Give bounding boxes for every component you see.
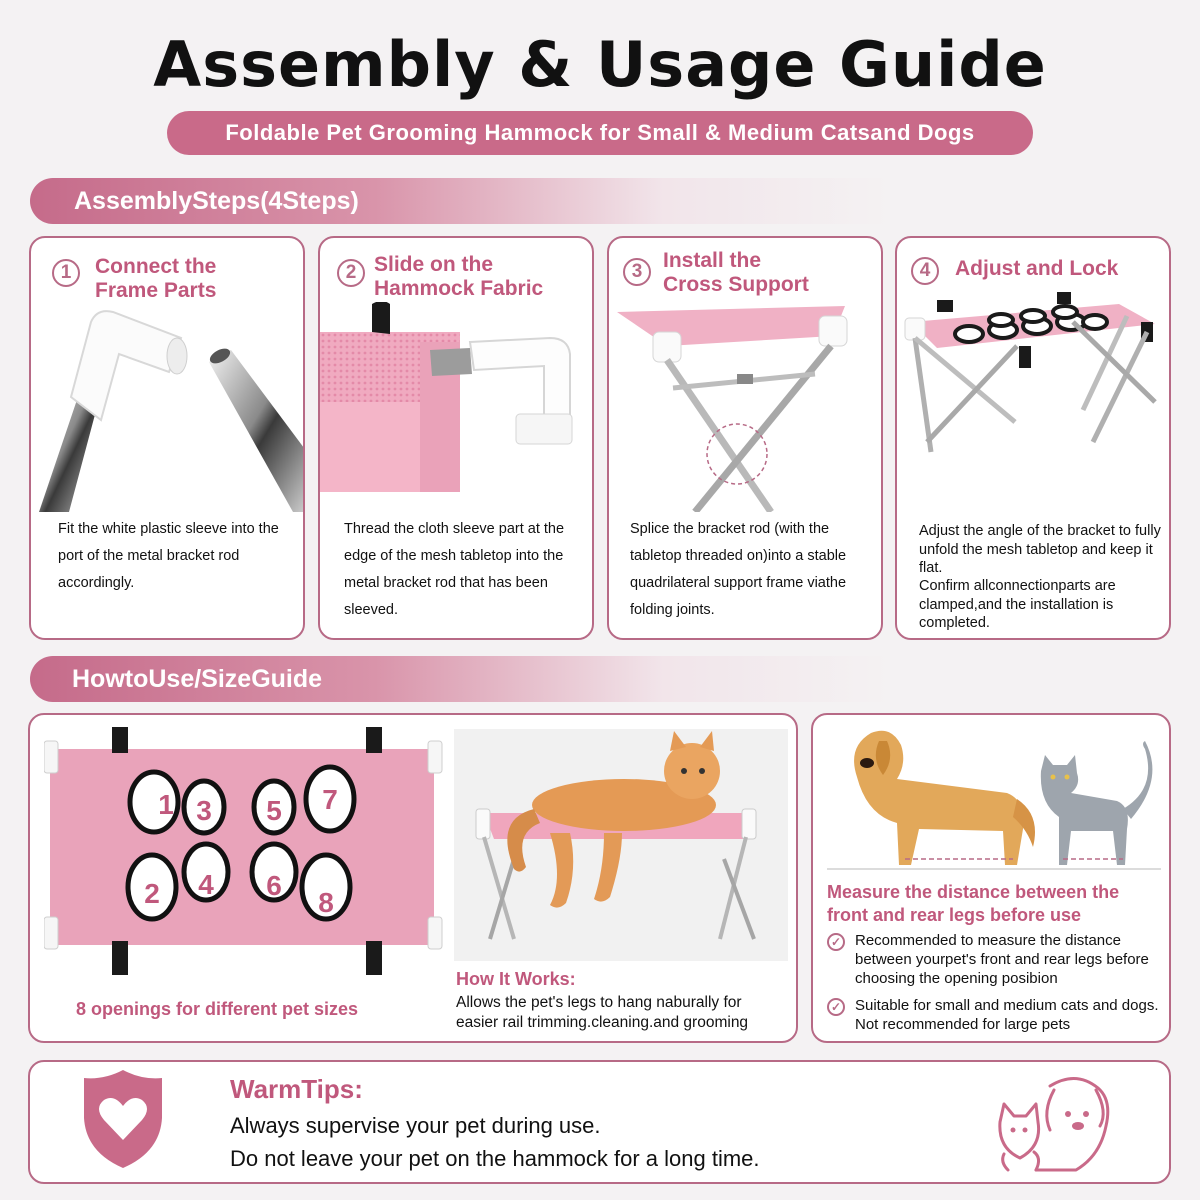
step-title xyxy=(374,253,543,301)
step-number-icon: 1 xyxy=(52,259,80,287)
subtitle-text: Foldable Pet Grooming Hammock for Small & Medium Catsand Dogs xyxy=(225,120,975,145)
cross-support-illustration xyxy=(609,302,881,512)
opening-label-8: 8 xyxy=(318,887,334,918)
dog-and-cat-measure-illustration xyxy=(827,719,1161,879)
opening-label-6: 6 xyxy=(266,870,282,901)
step-description-2: Confirm allconnectionparts are clamped,and the installation is completed. xyxy=(919,578,1116,631)
how-it-works-title: How It Works: xyxy=(456,969,576,989)
step-card-2 xyxy=(318,236,594,640)
measure-item-2: Suitable for small and medium cats and dogs. Not recommended for large pets xyxy=(855,997,1159,1033)
hammock-fabric-illustration xyxy=(320,302,592,512)
step-card-4 xyxy=(895,236,1171,640)
step-number-icon: 3 xyxy=(623,258,651,286)
opening-label-4: 4 xyxy=(198,869,214,900)
usage-section-header xyxy=(30,656,1180,702)
step-card-3 xyxy=(607,236,883,640)
usage-heading: HowtoUse/SizeGuide xyxy=(72,665,323,693)
warm-tips-line-1: Always supervise your pet during use. xyxy=(230,1113,601,1138)
openings-caption: 8 openings for different pet sizes xyxy=(76,999,359,1019)
measure-title: Measure the distance between the front and rear legs before use xyxy=(827,882,1120,925)
opening-label-3: 3 xyxy=(196,795,212,826)
step-title xyxy=(95,255,216,303)
opening-label-7: 7 xyxy=(322,784,338,815)
size-guide-card xyxy=(28,713,798,1043)
step-title-line1: Connect the xyxy=(95,255,217,278)
page-title: Assembly & Usage Guide xyxy=(153,28,1047,101)
adjust-lock-illustration xyxy=(897,292,1169,502)
step-description: Fit the white plastic sleeve into the port of the metal bracket rod accordingly. xyxy=(58,521,279,591)
opening-label-5: 5 xyxy=(266,795,282,826)
step-title xyxy=(663,249,809,297)
warm-tips-line-2: Do not leave your pet on the hammock for a long time. xyxy=(230,1146,760,1171)
heart-shield-icon xyxy=(80,1066,166,1172)
check-circle-icon: ✓ xyxy=(827,933,845,951)
measure-card xyxy=(811,713,1171,1043)
step-title-line2: Cross Support xyxy=(663,273,809,296)
assembly-section-header xyxy=(30,178,1180,224)
how-it-works-text: Allows the pet's legs to hang naburally for easier rail trimming.cleaning.and grooming xyxy=(456,994,749,1031)
step-card-1 xyxy=(29,236,305,640)
step-description: Thread the cloth sleeve part at the edge of the mesh tabletop into the metal bracket rod that has been sleeved. xyxy=(344,521,565,618)
cat-dog-outline-icon xyxy=(980,1066,1120,1180)
step-title-line2: Hammock Fabric xyxy=(374,277,544,300)
warm-tips-card xyxy=(28,1060,1171,1184)
step-title-line1: Slide on the xyxy=(374,253,494,276)
opening-label-1: 1 xyxy=(158,789,174,820)
check-circle-icon: ✓ xyxy=(827,998,845,1016)
step-number-icon: 2 xyxy=(337,259,365,287)
step-title xyxy=(955,257,1118,281)
step-title-line1: Adjust and Lock xyxy=(955,257,1119,280)
step-number-icon: 4 xyxy=(911,257,939,285)
cat-on-hammock-photo xyxy=(454,729,788,961)
step-description-1: Adjust the angle of the bracket to fully unfold the mesh tabletop and keep it flat. xyxy=(919,523,1161,576)
warm-tips-title: WarmTips: xyxy=(230,1074,363,1104)
assembly-heading: AssemblySteps(4Steps) xyxy=(74,187,359,215)
step-description: Splice the bracket rod (with the tabletop threaded on)into a stable quadrilateral support frame viathe folding joints. xyxy=(630,521,847,618)
measure-item-1: Recommended to measure the distance between yourpet's front and rear legs before choosing the opening posibion xyxy=(855,932,1149,987)
step-title-line1: Install the xyxy=(663,249,762,272)
subtitle-banner xyxy=(167,111,1033,155)
step-title-line2: Frame Parts xyxy=(95,279,217,302)
openings-diagram xyxy=(44,727,444,987)
opening-label-2: 2 xyxy=(144,878,160,909)
frame-parts-illustration xyxy=(31,302,303,512)
